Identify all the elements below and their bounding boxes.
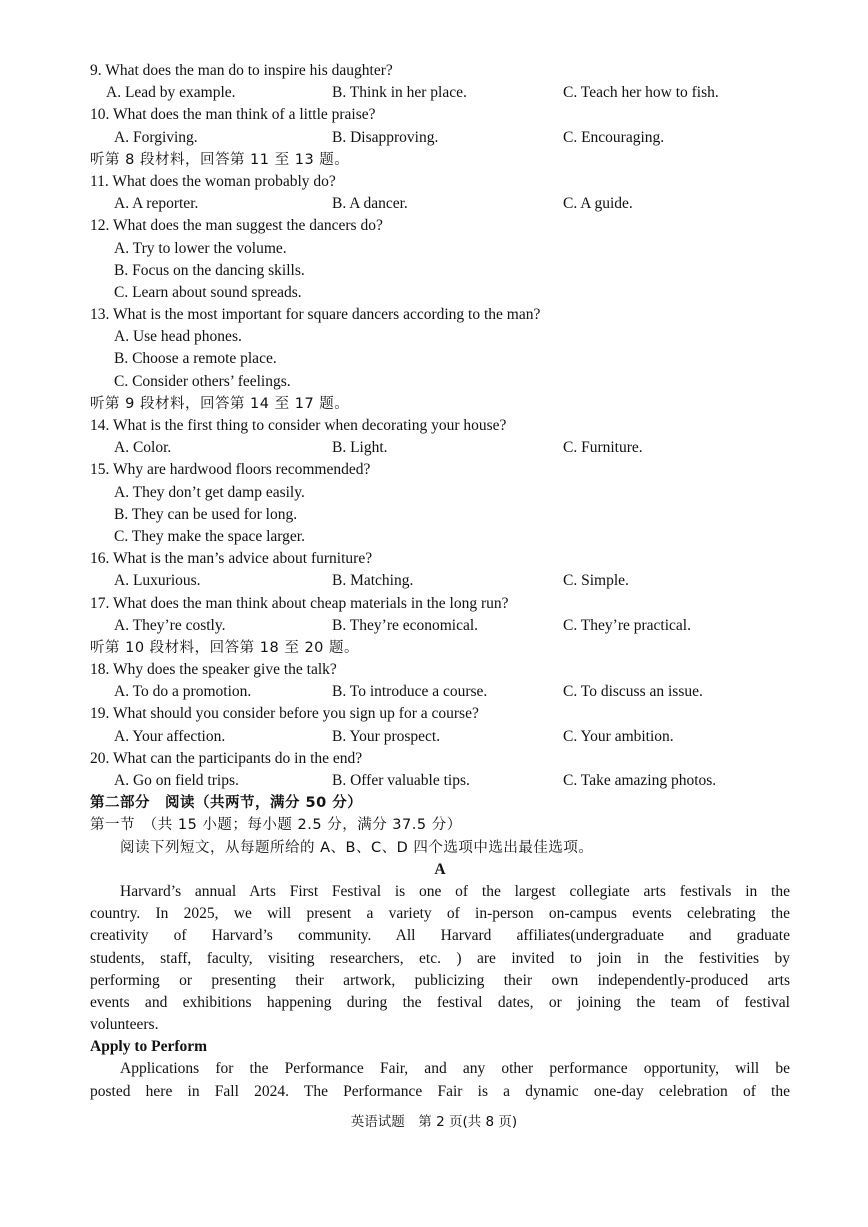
page-content: [90, 60, 790, 1103]
option-c: C. Your ambition.: [563, 727, 674, 745]
option-c: C. Furniture.: [563, 439, 643, 457]
question-10: 10. What does the man think of a little praise?: [90, 106, 376, 124]
option-c: C. Consider others’ feelings.: [114, 372, 291, 390]
option-c: C. Teach her how to fish.: [563, 84, 719, 102]
passage-line: students, staff, faculty, visiting researchers, etc. ) are invited to join in the festivities by: [90, 949, 790, 967]
section-10-instruction: 听第 10 段材料，回答第 18 至 20 题。: [90, 639, 360, 656]
page-footer: 英语试题 第 2 页(共 8 页): [350, 1114, 518, 1130]
option-c: C. To discuss an issue.: [563, 683, 703, 701]
option-a: A. Lead by example.: [106, 84, 236, 102]
option-a: A. Your affection.: [114, 727, 226, 745]
question-13: 13. What is the most important for square dancers according to the man?: [90, 306, 541, 324]
question-15: 15. Why are hardwood floors recommended?: [90, 461, 371, 479]
option-b: B. Disapproving.: [332, 128, 439, 146]
option-c: C. Take amazing photos.: [563, 772, 717, 789]
option-c: C. A guide.: [563, 195, 633, 213]
passage-line: Harvard’s annual Arts First Festival is one of the largest collegiate arts festivals in the: [120, 882, 790, 900]
option-a: A. To do a promotion.: [114, 683, 252, 701]
option-b: B. Think in her place.: [332, 84, 467, 102]
option-a: A. Luxurious.: [114, 572, 201, 590]
apply-paragraph: [90, 1058, 790, 1102]
options-17: [90, 615, 790, 637]
option-b: B. Matching.: [332, 572, 414, 590]
option-a: A. They’re costly.: [114, 616, 226, 634]
question-9: 9. What does the man do to inspire his daughter?: [90, 62, 393, 79]
option-c: C. They make the space larger.: [114, 527, 305, 545]
option-b: B. Focus on the dancing skills.: [114, 261, 305, 279]
option-a: A. Color.: [114, 439, 172, 457]
option-b: B. Your prospect.: [332, 727, 441, 745]
options-9: [90, 82, 790, 104]
passage-line: creativity of Harvard’s community. All Harvard affiliates(undergraduate and graduate: [90, 927, 790, 945]
question-16: 16. What is the man’s advice about furniture?: [90, 550, 373, 568]
option-b: B. Offer valuable tips.: [332, 772, 470, 789]
option-b: B. Light.: [332, 439, 388, 457]
option-a: A. Try to lower the volume.: [114, 239, 287, 257]
option-b: B. A dancer.: [332, 195, 408, 213]
option-a: A. Go on field trips.: [114, 772, 239, 789]
options-16: [90, 570, 790, 592]
passage-letter: A: [434, 860, 446, 878]
question-11: 11. What does the woman probably do?: [90, 172, 336, 190]
question-14: 14. What is the first thing to consider when decorating your house?: [90, 417, 507, 434]
option-a: A. Forgiving.: [114, 128, 198, 146]
option-c: C. Learn about sound spreads.: [114, 283, 302, 301]
options-10: [90, 127, 790, 149]
option-b: B. To introduce a course.: [332, 683, 488, 701]
part-2-subsection: 第一节 （共 15 小题；每小题 2.5 分，满分 37.5 分）: [90, 817, 462, 834]
part-2-instruction: 阅读下列短文，从每题所给的 A、B、C、D 四个选项中选出最佳选项。: [120, 839, 594, 856]
passage-line: Applications for the Performance Fair, and any other performance opportunity, will be: [120, 1060, 790, 1078]
part-2-title: 第二部分 阅读（共两节，满分 50 分）: [90, 795, 363, 812]
option-c: C. They’re practical.: [563, 616, 691, 634]
option-b: B. They can be used for long.: [114, 505, 298, 523]
passage-line: performing or presenting their artwork, publicizing their own independently-produced arts: [90, 971, 790, 989]
passage-line: events and exhibitions happening during the festival dates, or joining the team of festival: [90, 993, 790, 1011]
options-18: [90, 681, 790, 703]
section-9-instruction: 听第 9 段材料，回答第 14 至 17 题。: [90, 395, 350, 412]
question-19: 19. What should you consider before you sign up for a course?: [90, 705, 479, 723]
passage-line: posted here in Fall 2024. The Performance Fair is a dynamic one-day celebration of the: [90, 1082, 790, 1100]
options-20: [90, 770, 790, 792]
question-12: 12. What does the man suggest the dancers do?: [90, 217, 383, 235]
options-11: [90, 193, 790, 215]
option-c: C. Encouraging.: [563, 128, 665, 146]
passage-line: volunteers.: [90, 1016, 159, 1034]
option-a: A. Use head phones.: [114, 328, 242, 346]
passage-line: country. In 2025, we will present a variety of in-person on-campus events celebrating the: [90, 905, 790, 923]
option-b: B. They’re economical.: [332, 616, 479, 634]
option-c: C. Simple.: [563, 572, 629, 590]
option-a: A. They don’t get damp easily.: [114, 483, 305, 501]
question-20: 20. What can the participants do in the end?: [90, 749, 363, 767]
subheading-apply-to-perform: Apply to Perform: [90, 1038, 208, 1056]
passage-paragraph: [90, 881, 790, 1036]
question-18: 18. Why does the speaker give the talk?: [90, 661, 337, 679]
option-a: A. A reporter.: [114, 195, 199, 213]
options-14: [90, 437, 790, 459]
options-19: [90, 726, 790, 748]
section-8-instruction: 听第 8 段材料，回答第 11 至 13 题。: [90, 151, 350, 168]
question-17: 17. What does the man think about cheap materials in the long run?: [90, 594, 509, 612]
option-b: B. Choose a remote place.: [114, 350, 277, 368]
